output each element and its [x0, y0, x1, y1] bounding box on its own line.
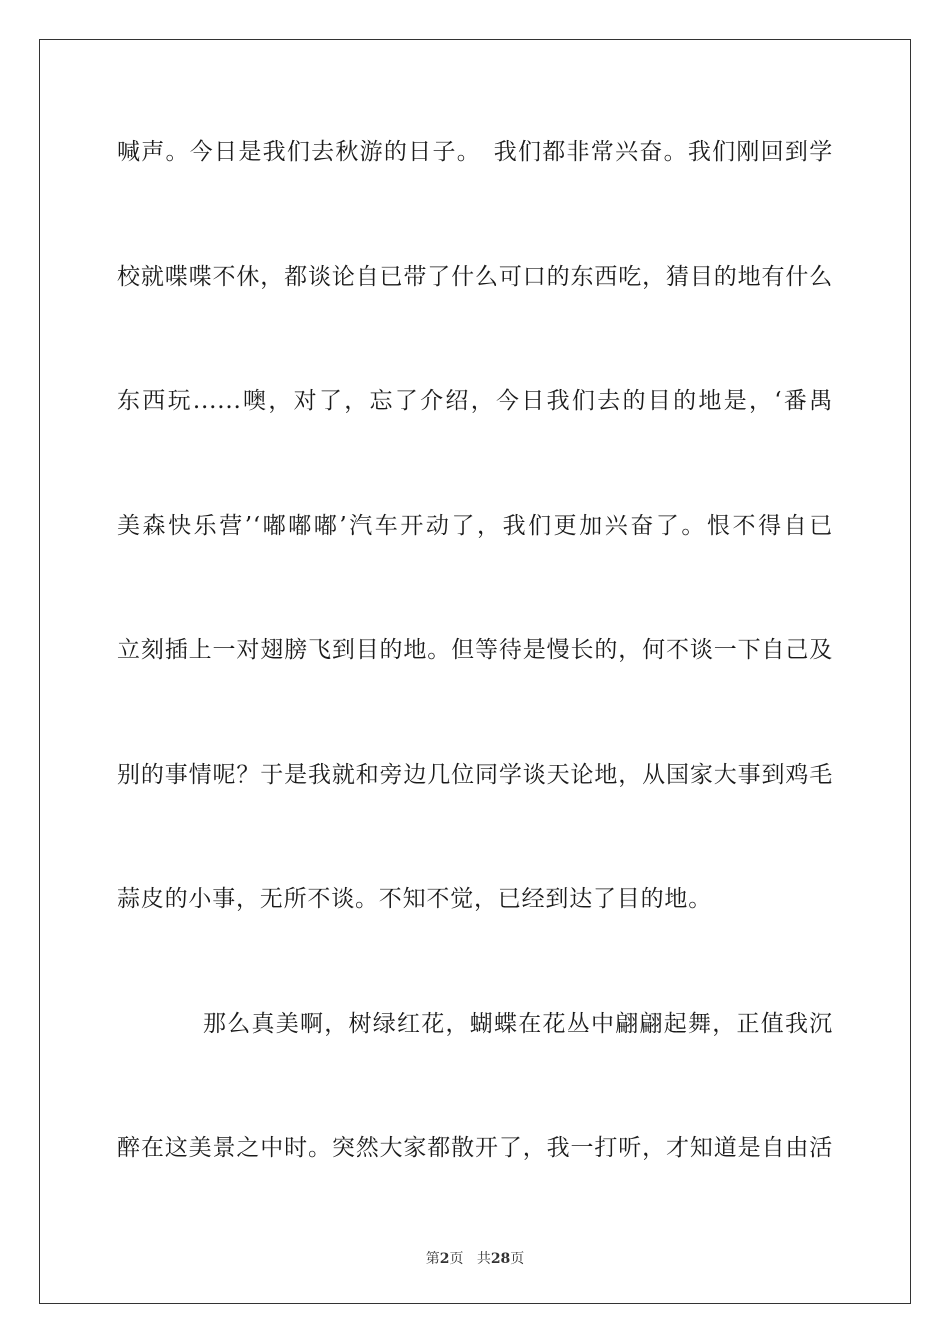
- paragraph-first-line: 那么真美啊，树绿红花，蝴蝶在花丛中翩翩起舞，正值我沉: [203, 1010, 833, 1037]
- text-line: 校就喋喋不休，都谈论自已带了什么可口的东西吃，猜目的地有什么: [117, 263, 833, 290]
- footer-prefix: 第: [425, 1251, 440, 1267]
- text-line: 醉在这美景之中时。突然大家都散开了，我一打听，才知道是自由活: [117, 1135, 833, 1161]
- current-page-number: 2: [439, 1251, 450, 1267]
- text-line: 东西玩......噢，对了，忘了介绍，今日我们去的目的地是，‘番禺: [117, 388, 833, 414]
- footer-page-suffix: 页: [449, 1251, 464, 1267]
- footer-total-suffix: 页: [510, 1251, 525, 1267]
- text-line: 别的事情呢？于是我就和旁边几位同学谈天论地，从国家大事到鸡毛: [117, 761, 833, 788]
- footer-total-prefix: 共: [476, 1251, 491, 1267]
- text-line: 蒜皮的小事，无所不谈。不知不觉，已经到达了目的地。: [117, 886, 712, 912]
- page-number-footer: [0, 1248, 950, 1268]
- total-page-count: 28: [490, 1251, 511, 1267]
- text-line: 美森快乐营’‘嘟嘟嘟’汽车开动了，我们更加兴奋了。恨不得自已: [117, 512, 833, 539]
- document-body: [117, 130, 833, 1251]
- text-line: 立刻插上一对翅膀飞到目的地。但等待是慢长的，何不谈一下自己及: [117, 637, 833, 663]
- text-line: 喊声。今日是我们去秋游的日子。 我们都非常兴奋。我们刚回到学: [117, 139, 833, 165]
